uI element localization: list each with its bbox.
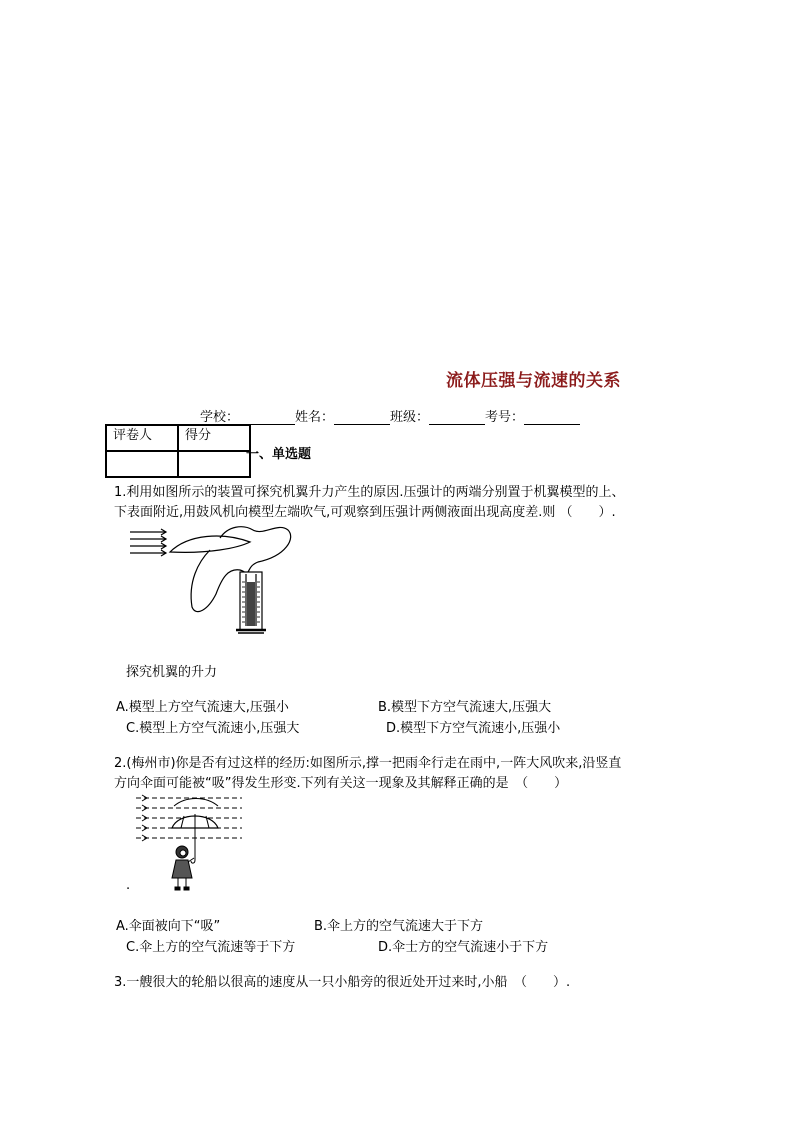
page-title: 流体压强与流速的关系 <box>446 371 621 391</box>
school-label: 学校： <box>200 410 240 425</box>
question-2-line-1: 2.(梅州市)你是否有过这样的经历:如图所示,撑一把雨伞行走在雨中,一阵大风吹来,沿竖直 <box>114 756 622 771</box>
wing-lift-figure <box>128 522 298 637</box>
student-info-line <box>200 406 580 425</box>
score-table <box>105 424 251 478</box>
question-1-line-1: 1.利用如图所示的装置可探究机翼升力产生的原因.压强计的两端分别置于机翼模型的上、 <box>114 485 625 500</box>
question-2-option-d[interactable]: D.伞士方的空气流速小于下方 <box>378 940 549 955</box>
question-1-option-c[interactable]: C.模型上方空气流速小,压强大 <box>126 721 300 736</box>
class-blank[interactable] <box>429 410 485 425</box>
question-1-option-b[interactable]: B.模型下方空气流速大,压强大 <box>378 700 552 715</box>
score-header: 得分 <box>178 425 250 451</box>
question-1-option-a[interactable]: A.模型上方空气流速大,压强小 <box>116 700 289 715</box>
name-blank[interactable] <box>334 410 390 425</box>
question-3-line-1: 3.一艘很大的轮船以很高的速度从一只小船旁的很近处开过来时,小船 （ ）. <box>114 975 571 990</box>
class-label: 班级： <box>390 410 430 425</box>
name-label: 姓名： <box>295 410 335 425</box>
school-blank[interactable] <box>239 410 295 425</box>
question-2-option-b[interactable]: B.伞上方的空气流速大于下方 <box>314 919 484 934</box>
grader-cell[interactable] <box>106 451 178 477</box>
score-cell[interactable] <box>178 451 250 477</box>
figure-2-dot: . <box>126 878 131 893</box>
question-2-line-2: 方向伞面可能被“吸”得发生形变.下列有关这一现象及其解释正确的是 （ ） <box>114 776 568 791</box>
question-1-option-d[interactable]: D.模型下方空气流速小,压强小 <box>386 721 561 736</box>
grader-header: 评卷人 <box>106 425 178 451</box>
figure-1-caption: 探究机翼的升力 <box>126 665 218 680</box>
umbrella-figure <box>134 792 246 896</box>
exam-no-label: 考号： <box>485 410 525 425</box>
question-1-line-2: 下表面附近,用鼓风机向模型左端吹气,可观察到压强计两侧液面出现高度差.则 （ ）. <box>114 505 616 520</box>
section-title: 一、单选题 <box>246 447 312 462</box>
exam-no-blank[interactable] <box>524 410 580 425</box>
question-2-option-a[interactable]: A.伞面被向下“吸” <box>116 919 221 934</box>
question-2-option-c[interactable]: C.伞上方的空气流速等于下方 <box>126 940 296 955</box>
